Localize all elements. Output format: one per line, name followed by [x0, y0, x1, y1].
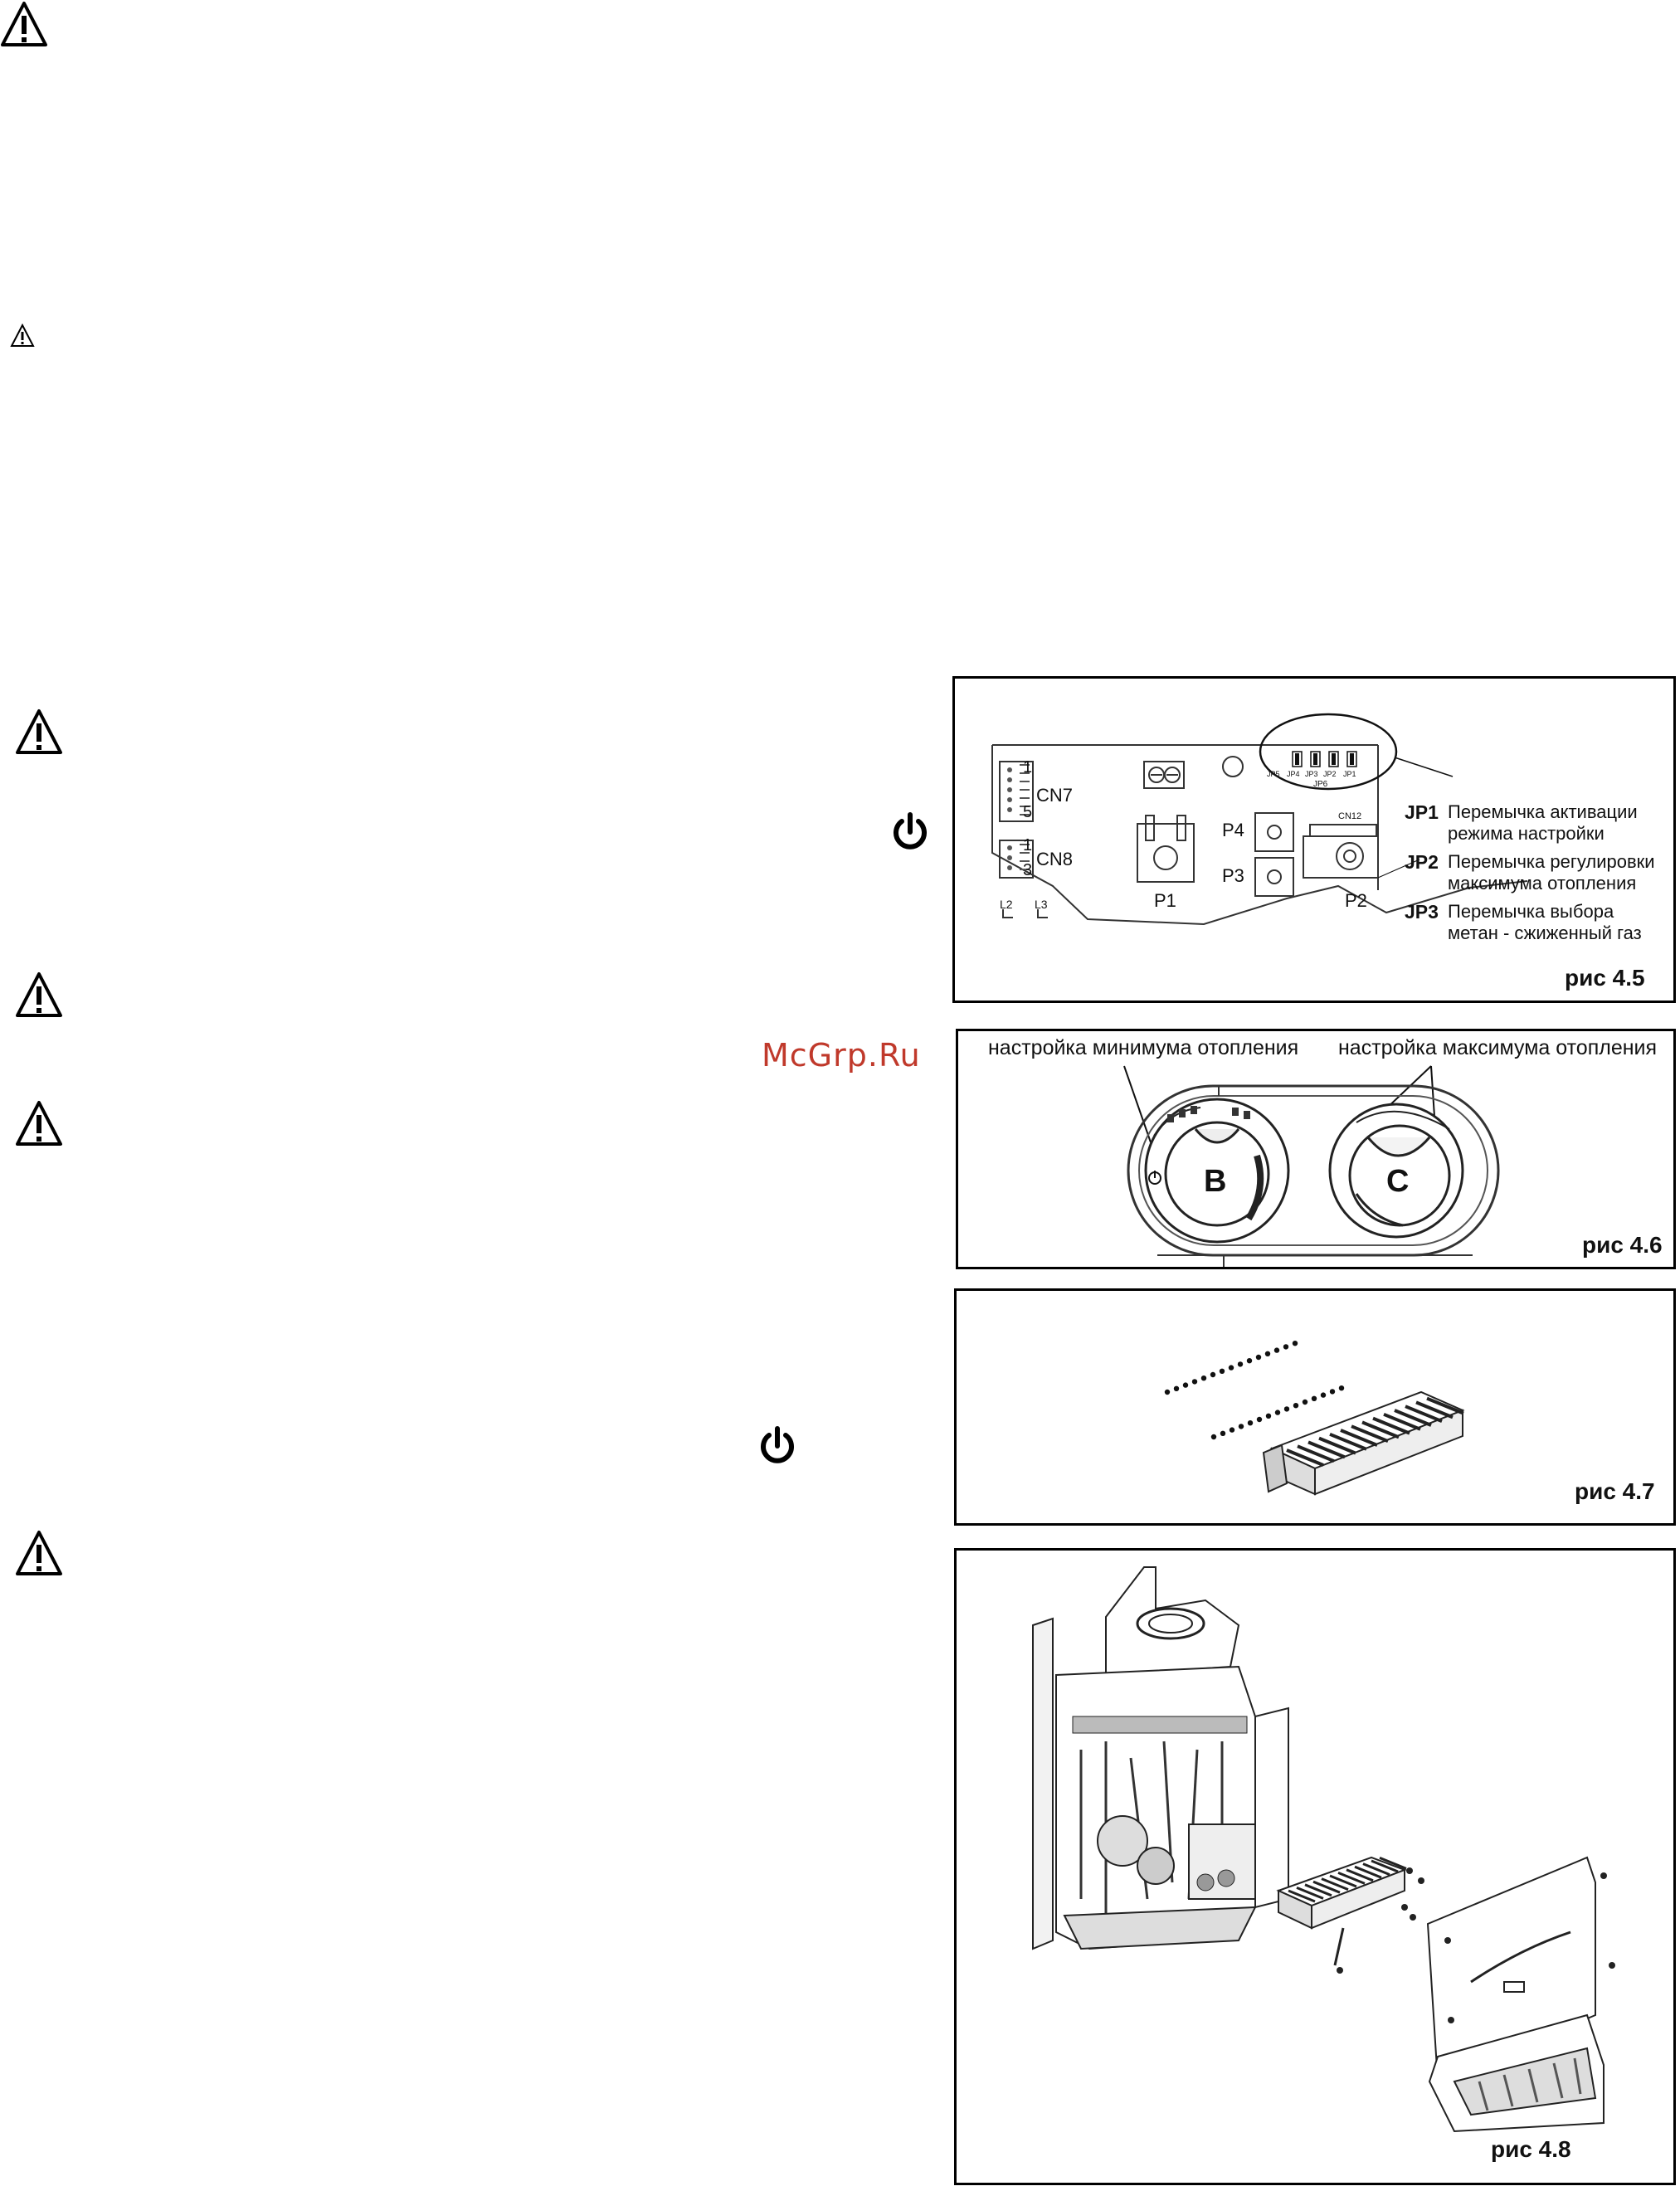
figure-4-6	[956, 1029, 1676, 1269]
jp3-tiny-label: JP3	[1305, 770, 1318, 778]
warning-triangle-icon	[0, 0, 48, 48]
cn7-label: CN7	[1036, 785, 1074, 806]
p2-label: P2	[1345, 890, 1367, 911]
jp2-code: JP2	[1405, 851, 1439, 873]
jp3-desc-2: метан - сжиженный газ	[1448, 923, 1642, 943]
jp2-tiny-label: JP2	[1323, 770, 1337, 778]
l3-label: L3	[1035, 898, 1048, 911]
figure-4-7	[954, 1288, 1676, 1526]
knob-b-label: B	[1204, 1164, 1227, 1199]
cn8-label: CN8	[1036, 849, 1074, 869]
jp1-desc-1: Перемычка активации	[1448, 801, 1638, 822]
p4-label: P4	[1222, 820, 1244, 840]
jp3-legend	[1405, 901, 1642, 944]
jp2-legend	[1405, 851, 1655, 894]
jp1-tiny-label: JP1	[1343, 770, 1356, 778]
power-icon	[889, 811, 931, 853]
jp2-desc-2: максимума отопления	[1448, 873, 1637, 893]
jp6-label: JP6	[1313, 780, 1328, 789]
figure-4-7-caption: рис 4.7	[1575, 1478, 1655, 1504]
cn8-pin-3-label: 3	[1023, 861, 1033, 879]
figure-4-5	[952, 676, 1676, 1003]
jp1-desc-2: режима настройки	[1448, 823, 1605, 844]
power-icon	[757, 1425, 798, 1467]
warning-triangle-small-icon	[10, 324, 35, 348]
cn7-pin-1-label: 1	[1023, 758, 1033, 777]
knob-panel-drawing	[958, 1031, 1673, 1267]
jp5-tiny-label: JP5	[1267, 770, 1280, 778]
cn12-label: CN12	[1338, 811, 1362, 821]
warning-triangle-icon	[15, 971, 63, 1019]
jp4-tiny-label: JP4	[1287, 770, 1300, 778]
jp3-desc-1: Перемычка выбора	[1448, 901, 1614, 922]
label-min-heating: настройка минимума отопления	[988, 1036, 1299, 1059]
figure-4-8-caption: рис 4.8	[1491, 2136, 1571, 2162]
watermark: McGrp.Ru	[762, 1037, 921, 1074]
jp1-legend	[1405, 801, 1638, 845]
cn8-pin-1-label: 1	[1023, 836, 1033, 854]
jp3-code: JP3	[1405, 901, 1439, 923]
warning-triangle-icon	[15, 1099, 63, 1147]
l2-label: L2	[1000, 898, 1013, 911]
p3-label: P3	[1222, 865, 1244, 886]
jp2-desc-1: Перемычка регулировки	[1448, 851, 1655, 872]
warning-triangle-icon	[15, 708, 63, 756]
label-max-heating: настройка максимума отопления	[1338, 1036, 1658, 1059]
cn7-pin-5-label: 5	[1023, 803, 1033, 821]
boiler-exploded-drawing	[957, 1551, 1673, 2183]
knob-c-label: C	[1386, 1164, 1410, 1199]
jp1-code: JP1	[1405, 801, 1439, 823]
figure-4-6-caption: рис 4.6	[1582, 1232, 1663, 1258]
burner-drawing	[957, 1291, 1673, 1523]
figure-4-5-caption: рис 4.5	[1565, 965, 1645, 991]
warning-triangle-icon	[15, 1529, 63, 1577]
figure-4-8	[954, 1548, 1676, 2185]
p1-label: P1	[1154, 890, 1176, 911]
